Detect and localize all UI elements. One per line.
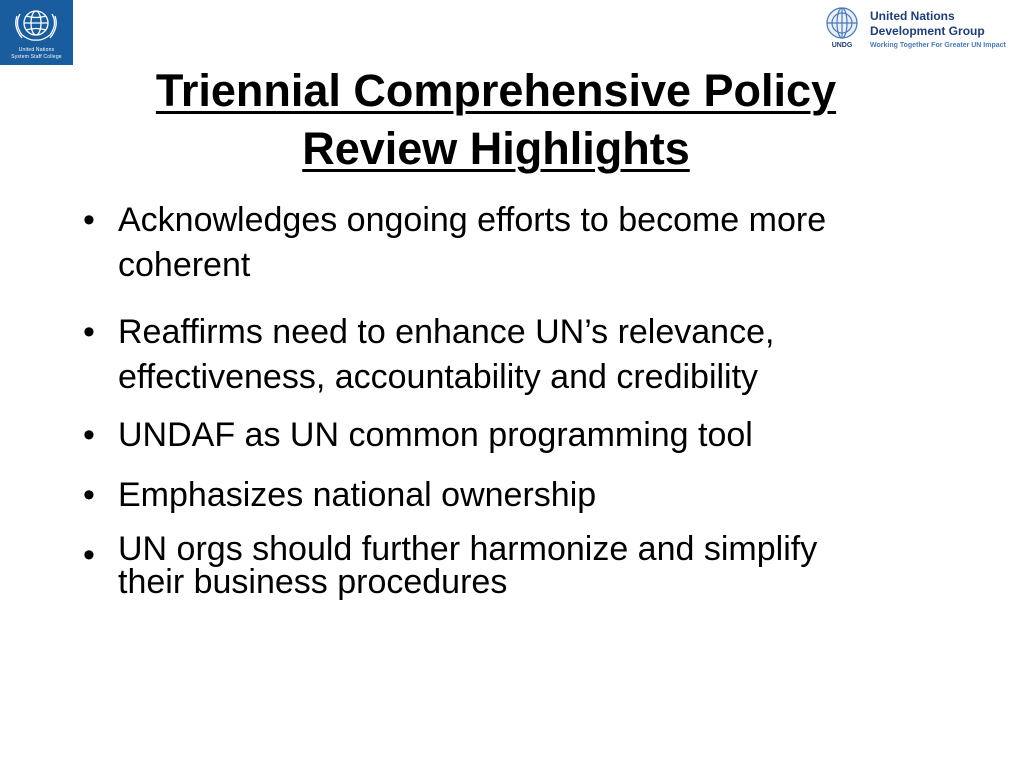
bullet-text-line2: coherent <box>118 246 251 284</box>
bullet-marker: • <box>83 416 95 454</box>
un-emblem-icon <box>0 0 73 50</box>
bullet-item <box>83 530 983 601</box>
bullet-text-line2: effectiveness, accountability and credibility <box>118 358 759 396</box>
undg-org-name <box>870 9 985 39</box>
slide-title-line1: Triennial Comprehensive Policy <box>155 65 837 116</box>
bullet-item <box>83 198 983 288</box>
undg-name-line2: Development Group <box>870 24 985 38</box>
unssc-caption-line1: United Nations <box>18 47 55 53</box>
un-emblem-icon <box>818 4 864 44</box>
bullet-item <box>83 310 983 400</box>
bullet-list <box>83 198 983 599</box>
undg-name-line1: United Nations <box>870 9 955 23</box>
bullet-text-line1: Acknowledges ongoing efforts to become more <box>118 201 827 239</box>
slide-title-line2: Review Highlights <box>302 123 690 174</box>
bullet-text-line1: Emphasizes national ownership <box>118 476 597 514</box>
slide-title <box>80 62 912 178</box>
undg-acronym: UNDG <box>831 42 853 49</box>
bullet-marker: • <box>83 313 95 351</box>
undg-logo <box>818 4 1022 56</box>
unssc-caption-line2: System Staff College <box>11 54 62 60</box>
bullet-text-line1: UN orgs should further harmonize and simplify <box>118 530 818 568</box>
bullet-item <box>83 473 983 518</box>
bullet-marker: • <box>83 536 95 574</box>
bullet-marker: • <box>83 201 95 239</box>
bullet-text-line2: their business procedures <box>118 563 508 601</box>
undg-tagline: Working Together For Greater UN Impact <box>870 42 1006 49</box>
bullet-text-line1: Reaffirms need to enhance UN’s relevance, <box>118 313 775 351</box>
bullet-marker: • <box>83 476 95 514</box>
unssc-logo <box>0 0 73 65</box>
bullet-item <box>83 413 983 458</box>
bullet-text-line1: UNDAF as UN common programming tool <box>118 416 753 454</box>
